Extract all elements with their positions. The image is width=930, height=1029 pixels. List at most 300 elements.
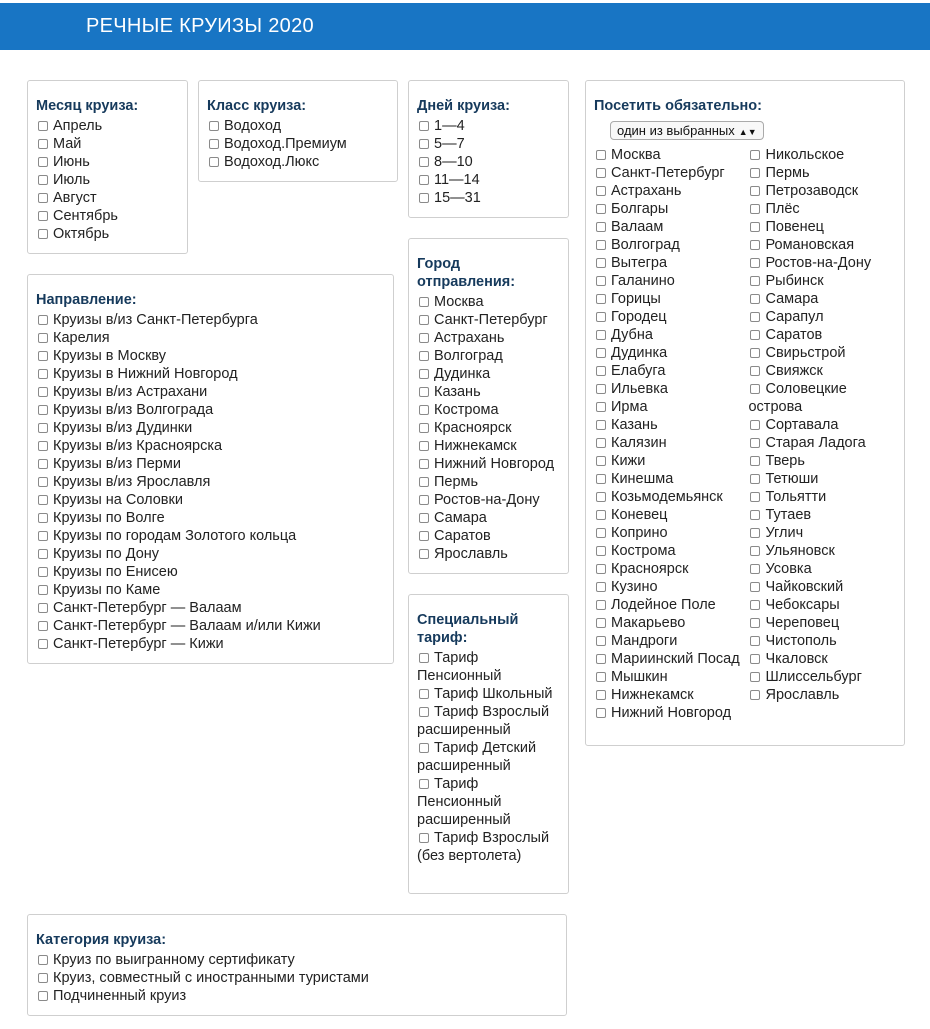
checkbox[interactable] <box>419 689 429 699</box>
visit-city[interactable] <box>594 236 748 254</box>
days-option[interactable] <box>417 135 560 153</box>
checkbox[interactable] <box>750 366 760 376</box>
direction-option-label: Круизы на Соловки <box>53 492 183 508</box>
visit-city[interactable] <box>594 200 748 218</box>
visit-city[interactable] <box>594 704 748 722</box>
category-filter-title: Категория круиза: <box>36 932 167 948</box>
checkbox[interactable] <box>38 549 48 559</box>
days-option-label: 11—14 <box>434 172 480 188</box>
visit-city-label: Ростов-на-Дону <box>765 255 872 271</box>
checkbox[interactable] <box>750 582 760 592</box>
departure-option[interactable] <box>417 437 560 455</box>
checkbox[interactable] <box>596 546 606 556</box>
checkbox[interactable] <box>419 351 429 361</box>
departure-option[interactable] <box>417 527 560 545</box>
visit-city[interactable] <box>594 524 748 542</box>
checkbox[interactable] <box>38 585 48 595</box>
visit-city-label: Нижний Новгород <box>611 705 732 721</box>
departure-option[interactable] <box>417 545 560 563</box>
visit-city[interactable] <box>594 254 748 272</box>
direction-option[interactable] <box>36 329 385 347</box>
checkbox[interactable] <box>38 459 48 469</box>
days-filter <box>408 80 569 218</box>
checkbox[interactable] <box>596 222 606 232</box>
checkbox[interactable] <box>419 549 429 559</box>
visit-city-label: Казань <box>611 417 658 433</box>
checkbox[interactable] <box>419 315 429 325</box>
checkbox[interactable] <box>419 477 429 487</box>
category-option[interactable] <box>36 951 558 969</box>
checkbox[interactable] <box>596 672 606 682</box>
checkbox[interactable] <box>596 654 606 664</box>
visit-city[interactable] <box>748 524 896 542</box>
checkbox[interactable] <box>750 222 760 232</box>
visit-city-label: Калязин <box>611 435 667 451</box>
visit-city-label: Вытегра <box>611 255 668 271</box>
direction-option-label: Круизы в/из Астрахани <box>53 384 208 400</box>
checkbox[interactable] <box>38 351 48 361</box>
visit-city[interactable] <box>594 596 748 614</box>
checkbox[interactable] <box>750 204 760 214</box>
checkbox[interactable] <box>596 510 606 520</box>
checkbox[interactable] <box>38 955 48 965</box>
direction-option-label: Санкт-Петербург — Кижи <box>53 636 224 652</box>
direction-option[interactable] <box>36 545 385 563</box>
days-option[interactable] <box>417 117 560 135</box>
class-option[interactable] <box>207 135 389 153</box>
checkbox[interactable] <box>419 369 429 379</box>
checkbox[interactable] <box>38 193 48 203</box>
visit-city-label: Лодейное Поле <box>611 597 716 613</box>
checkbox[interactable] <box>419 157 429 167</box>
month-option-label: Июль <box>53 172 90 188</box>
checkbox[interactable] <box>38 333 48 343</box>
visit-city[interactable] <box>594 452 748 470</box>
visit-filter-title: Посетить обязательно: <box>594 98 762 114</box>
direction-option-label: Карелия <box>53 330 110 346</box>
month-option[interactable] <box>36 153 179 171</box>
checkbox[interactable] <box>38 369 48 379</box>
visit-city[interactable] <box>748 146 896 164</box>
visit-city-label: Ярославль <box>765 687 840 703</box>
direction-option[interactable] <box>36 437 385 455</box>
visit-city-label: Тверь <box>765 453 805 469</box>
checkbox[interactable] <box>750 672 760 682</box>
tariff-option[interactable] <box>417 649 560 685</box>
departure-option[interactable] <box>417 347 560 365</box>
checkbox[interactable] <box>38 211 48 221</box>
direction-option-label: Круизы по Дону <box>53 546 160 562</box>
departure-option[interactable] <box>417 293 560 311</box>
checkbox[interactable] <box>596 456 606 466</box>
visit-city[interactable] <box>594 326 748 344</box>
month-option-label: Апрель <box>53 118 103 134</box>
checkbox[interactable] <box>38 387 48 397</box>
checkbox[interactable] <box>750 168 760 178</box>
checkbox[interactable] <box>596 708 606 718</box>
visit-city-label: Пермь <box>765 165 810 181</box>
direction-option[interactable] <box>36 509 385 527</box>
visit-city[interactable] <box>748 272 896 290</box>
checkbox[interactable] <box>750 330 760 340</box>
class-option[interactable] <box>207 153 389 171</box>
visit-city-label: Кинешма <box>611 471 674 487</box>
visit-city[interactable] <box>748 236 896 254</box>
month-option-label: Август <box>53 190 97 206</box>
checkbox[interactable] <box>750 546 760 556</box>
visit-city[interactable] <box>594 632 748 650</box>
checkbox[interactable] <box>750 294 760 304</box>
visit-city-label: Кижи <box>611 453 646 469</box>
checkbox[interactable] <box>596 258 606 268</box>
direction-option[interactable] <box>36 617 385 635</box>
checkbox[interactable] <box>596 240 606 250</box>
checkbox[interactable] <box>750 492 760 502</box>
direction-option-label: Круизы в Нижний Новгород <box>53 366 238 382</box>
checkbox[interactable] <box>750 654 760 664</box>
direction-option[interactable] <box>36 401 385 419</box>
visit-city[interactable] <box>594 470 748 488</box>
checkbox[interactable] <box>596 636 606 646</box>
direction-option-label: Круизы в/из Перми <box>53 456 181 472</box>
visit-city[interactable] <box>748 686 896 704</box>
checkbox[interactable] <box>419 441 429 451</box>
checkbox[interactable] <box>750 348 760 358</box>
visit-city[interactable] <box>748 290 896 308</box>
visit-city[interactable] <box>748 578 896 596</box>
checkbox[interactable] <box>209 139 219 149</box>
visit-city-label: Козьмодемьянск <box>611 489 723 505</box>
checkbox[interactable] <box>419 833 429 843</box>
checkbox[interactable] <box>419 387 429 397</box>
checkbox[interactable] <box>38 621 48 631</box>
checkbox[interactable] <box>38 513 48 523</box>
checkbox[interactable] <box>596 474 606 484</box>
checkbox[interactable] <box>596 690 606 700</box>
days-option[interactable] <box>417 153 560 171</box>
checkbox[interactable] <box>750 618 760 628</box>
checkbox[interactable] <box>419 333 429 343</box>
visit-city-label: Свирьстрой <box>765 345 846 361</box>
days-option[interactable] <box>417 171 560 189</box>
departure-option[interactable] <box>417 365 560 383</box>
visit-city-label: Сарапул <box>765 309 824 325</box>
visit-city[interactable] <box>748 560 896 578</box>
checkbox[interactable] <box>750 474 760 484</box>
checkbox[interactable] <box>750 690 760 700</box>
visit-city[interactable] <box>594 182 748 200</box>
month-option[interactable] <box>36 117 179 135</box>
checkbox[interactable] <box>596 150 606 160</box>
visit-city-label: Валаам <box>611 219 664 235</box>
visit-city[interactable] <box>748 506 896 524</box>
visit-city[interactable] <box>594 578 748 596</box>
visit-city[interactable] <box>594 416 748 434</box>
checkbox[interactable] <box>38 603 48 613</box>
visit-city[interactable] <box>748 308 896 326</box>
visit-city[interactable] <box>748 254 896 272</box>
checkbox[interactable] <box>419 175 429 185</box>
checkbox[interactable] <box>419 459 429 469</box>
month-option[interactable] <box>36 135 179 153</box>
checkbox[interactable] <box>38 639 48 649</box>
direction-option[interactable] <box>36 455 385 473</box>
visit-city[interactable] <box>748 200 896 218</box>
checkbox[interactable] <box>419 193 429 203</box>
departure-option[interactable] <box>417 491 560 509</box>
category-option[interactable] <box>36 969 558 987</box>
checkbox[interactable] <box>596 420 606 430</box>
visit-city[interactable] <box>748 650 896 668</box>
month-option-label: Июнь <box>53 154 90 170</box>
checkbox[interactable] <box>209 121 219 131</box>
visit-city[interactable] <box>594 380 748 398</box>
checkbox[interactable] <box>419 513 429 523</box>
month-option[interactable] <box>36 189 179 207</box>
visit-city[interactable] <box>594 668 748 686</box>
tariff-option[interactable] <box>417 739 560 775</box>
tariff-option[interactable] <box>417 685 560 703</box>
checkbox[interactable] <box>38 495 48 505</box>
visit-city[interactable] <box>748 542 896 560</box>
visit-city[interactable] <box>594 434 748 452</box>
checkbox[interactable] <box>750 240 760 250</box>
checkbox[interactable] <box>750 456 760 466</box>
checkbox[interactable] <box>419 707 429 717</box>
checkbox[interactable] <box>38 991 48 1001</box>
visit-city-label: Мариинский Посад <box>611 651 740 667</box>
tariff-option[interactable] <box>417 829 560 865</box>
departure-option-label: Санкт-Петербург <box>434 312 548 328</box>
visit-city-label: Кострома <box>611 543 676 559</box>
visit-city[interactable] <box>748 218 896 236</box>
visit-city[interactable] <box>748 380 896 416</box>
direction-option[interactable] <box>36 347 385 365</box>
visit-city[interactable] <box>594 308 748 326</box>
checkbox[interactable] <box>750 186 760 196</box>
visit-city[interactable] <box>748 488 896 506</box>
checkbox[interactable] <box>596 402 606 412</box>
visit-city[interactable] <box>748 326 896 344</box>
days-option-label: 5—7 <box>434 136 465 152</box>
visit-city[interactable] <box>594 272 748 290</box>
visit-city[interactable] <box>594 344 748 362</box>
direction-option[interactable] <box>36 365 385 383</box>
checkbox[interactable] <box>596 204 606 214</box>
checkbox[interactable] <box>38 973 48 983</box>
category-option[interactable] <box>36 987 558 1005</box>
checkbox[interactable] <box>750 258 760 268</box>
checkbox[interactable] <box>38 157 48 167</box>
checkbox[interactable] <box>419 531 429 541</box>
checkbox[interactable] <box>750 312 760 322</box>
visit-city[interactable] <box>594 614 748 632</box>
visit-city-label: Свияжск <box>765 363 823 379</box>
checkbox[interactable] <box>419 405 429 415</box>
checkbox[interactable] <box>596 168 606 178</box>
checkbox[interactable] <box>419 297 429 307</box>
checkbox[interactable] <box>596 366 606 376</box>
visit-city[interactable] <box>594 290 748 308</box>
visit-city-label: Ульяновск <box>765 543 835 559</box>
checkbox[interactable] <box>419 743 429 753</box>
category-option-label: Круиз по выигранному сертификату <box>53 952 295 968</box>
days-option[interactable] <box>417 189 560 207</box>
visit-city[interactable] <box>748 452 896 470</box>
visit-city[interactable] <box>594 218 748 236</box>
checkbox[interactable] <box>596 582 606 592</box>
departure-option[interactable] <box>417 383 560 401</box>
checkbox[interactable] <box>750 150 760 160</box>
departure-option[interactable] <box>417 401 560 419</box>
checkbox[interactable] <box>596 294 606 304</box>
month-option-label: Сентябрь <box>53 208 118 224</box>
visit-city[interactable] <box>748 362 896 380</box>
visit-city-label: Кузино <box>611 579 658 595</box>
visit-city[interactable] <box>594 650 748 668</box>
visit-city[interactable] <box>748 344 896 362</box>
visit-city-label: Петрозаводск <box>765 183 859 199</box>
departure-option[interactable] <box>417 509 560 527</box>
departure-option[interactable] <box>417 455 560 473</box>
month-option[interactable] <box>36 225 179 243</box>
month-option[interactable] <box>36 171 179 189</box>
checkbox[interactable] <box>38 477 48 487</box>
class-option-label: Водоход.Люкс <box>224 154 320 170</box>
visit-city[interactable] <box>594 488 748 506</box>
checkbox[interactable] <box>419 423 429 433</box>
checkbox[interactable] <box>750 438 760 448</box>
visit-city[interactable] <box>748 434 896 452</box>
direction-option-label: Круизы в/из Волгограда <box>53 402 214 418</box>
checkbox[interactable] <box>38 175 48 185</box>
visit-city[interactable] <box>748 416 896 434</box>
checkbox[interactable] <box>419 653 429 663</box>
checkbox[interactable] <box>38 229 48 239</box>
checkbox[interactable] <box>750 528 760 538</box>
departure-option-label: Москва <box>434 294 484 310</box>
direction-option[interactable] <box>36 635 385 653</box>
checkbox[interactable] <box>38 121 48 131</box>
departure-option[interactable] <box>417 329 560 347</box>
checkbox[interactable] <box>596 276 606 286</box>
checkbox[interactable] <box>750 636 760 646</box>
checkbox[interactable] <box>38 567 48 577</box>
visit-city[interactable] <box>594 362 748 380</box>
month-option[interactable] <box>36 207 179 225</box>
checkbox[interactable] <box>750 420 760 430</box>
departure-option-label: Самара <box>434 510 487 526</box>
tariff-option-label: Тариф Детский расширенный <box>417 740 537 774</box>
checkbox[interactable] <box>596 348 606 358</box>
checkbox[interactable] <box>596 528 606 538</box>
checkbox[interactable] <box>419 139 429 149</box>
visit-city[interactable] <box>748 668 896 686</box>
visit-city[interactable] <box>594 560 748 578</box>
class-filter-title: Класс круиза: <box>207 98 307 114</box>
direction-option[interactable] <box>36 419 385 437</box>
checkbox[interactable] <box>209 157 219 167</box>
direction-option[interactable] <box>36 563 385 581</box>
direction-option[interactable] <box>36 527 385 545</box>
visit-city[interactable] <box>594 542 748 560</box>
direction-option[interactable] <box>36 383 385 401</box>
visit-city[interactable] <box>748 596 896 614</box>
checkbox[interactable] <box>596 600 606 610</box>
checkbox[interactable] <box>596 438 606 448</box>
checkbox[interactable] <box>750 564 760 574</box>
visit-city-label: Сортавала <box>765 417 839 433</box>
class-option[interactable] <box>207 117 389 135</box>
visit-city-label: Саратов <box>765 327 823 343</box>
visit-city[interactable] <box>594 398 748 416</box>
checkbox[interactable] <box>38 139 48 149</box>
checkbox[interactable] <box>596 564 606 574</box>
visit-city[interactable] <box>594 164 748 182</box>
visit-mode-select[interactable] <box>610 121 764 140</box>
direction-option-label: Круизы в/из Санкт-Петербурга <box>53 312 258 328</box>
checkbox[interactable] <box>419 779 429 789</box>
departure-option[interactable] <box>417 311 560 329</box>
departure-option-label: Пермь <box>434 474 479 490</box>
visit-city[interactable] <box>748 632 896 650</box>
checkbox[interactable] <box>38 315 48 325</box>
checkbox[interactable] <box>750 600 760 610</box>
direction-option[interactable] <box>36 311 385 329</box>
visit-city[interactable] <box>594 686 748 704</box>
checkbox[interactable] <box>750 384 760 394</box>
visit-city-label: Дудинка <box>611 345 668 361</box>
visit-city[interactable] <box>594 146 748 164</box>
checkbox[interactable] <box>38 531 48 541</box>
visit-city[interactable] <box>594 506 748 524</box>
checkbox[interactable] <box>419 495 429 505</box>
category-option-label: Подчиненный круиз <box>53 988 187 1004</box>
direction-option[interactable] <box>36 581 385 599</box>
days-filter-title: Дней круиза: <box>417 98 510 114</box>
visit-city-label: Елабуга <box>611 363 666 379</box>
visit-city[interactable] <box>748 164 896 182</box>
checkbox[interactable] <box>750 510 760 520</box>
checkbox[interactable] <box>596 618 606 628</box>
visit-city[interactable] <box>748 182 896 200</box>
departure-option[interactable] <box>417 473 560 491</box>
checkbox[interactable] <box>596 312 606 322</box>
visit-city[interactable] <box>748 614 896 632</box>
departure-option[interactable] <box>417 419 560 437</box>
tariff-option-label: Тариф Взрослый (без вертолета) <box>417 830 550 864</box>
visit-city-label: Дубна <box>611 327 653 343</box>
departure-option-label: Нижний Новгород <box>434 456 555 472</box>
direction-option[interactable] <box>36 473 385 491</box>
checkbox[interactable] <box>750 276 760 286</box>
tariff-filter <box>408 594 569 894</box>
direction-option[interactable] <box>36 491 385 509</box>
visit-city[interactable] <box>748 470 896 488</box>
checkbox[interactable] <box>38 441 48 451</box>
direction-option[interactable] <box>36 599 385 617</box>
checkbox[interactable] <box>596 186 606 196</box>
tariff-option[interactable] <box>417 775 560 829</box>
checkbox[interactable] <box>38 405 48 415</box>
checkbox[interactable] <box>596 492 606 502</box>
checkbox[interactable] <box>596 330 606 340</box>
checkbox[interactable] <box>419 121 429 131</box>
tariff-option[interactable] <box>417 703 560 739</box>
checkbox[interactable] <box>596 384 606 394</box>
checkbox[interactable] <box>38 423 48 433</box>
visit-city-label: Рыбинск <box>765 273 824 289</box>
